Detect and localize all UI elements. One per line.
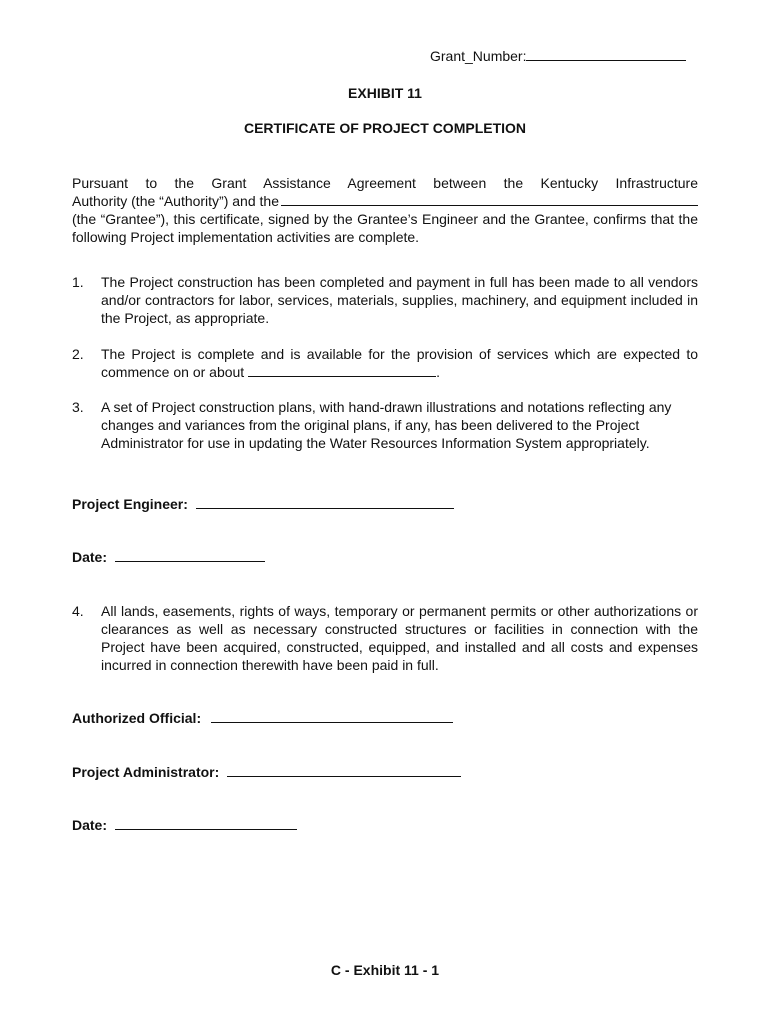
date-field-1	[72, 548, 265, 566]
item-text-after: .	[436, 364, 440, 380]
intro-line-2	[72, 192, 698, 210]
list-item	[72, 345, 698, 381]
item-text	[101, 345, 698, 381]
grant-number-label: Grant_Number:	[430, 48, 527, 64]
intro-line-1: Pursuant to the Grant Assistance Agreement between the Kentucky Infrastructure	[72, 175, 698, 191]
list-item	[72, 398, 698, 452]
grant-number-field	[430, 47, 686, 65]
grantee-name-blank[interactable]	[281, 192, 698, 206]
item-text: The Project construction has been completed and payment in full has been made to all vendors and/or contractors for labor, services, materials, supplies, machinery, and equipment included in the Project, as appropriate.	[101, 274, 698, 326]
exhibit-title: EXHIBIT 11	[348, 85, 422, 101]
intro-paragraph	[72, 174, 698, 246]
grant-number-blank[interactable]	[526, 47, 686, 61]
certificate-title: CERTIFICATE OF PROJECT COMPLETION	[243, 120, 527, 136]
date-blank-1[interactable]	[115, 548, 265, 562]
authorized-official-field	[72, 709, 453, 727]
authorized-official-label: Authorized Official:	[72, 710, 202, 726]
item-text-before: The Project is complete and is available for the provision of services which are expected to commence on or about	[101, 346, 698, 380]
item-text: All lands, easements, rights of ways, temporary or permanent permits or other authorizations or clearances as well as necessary constructed structures or facilities in connection with the Project have been acquired, constructed, equipped, and installed and all costs and expenses incurred in connection therewith have been paid in full.	[101, 603, 698, 673]
list-item	[72, 273, 698, 327]
item-number: 3.	[72, 399, 84, 415]
item-number: 2.	[72, 346, 84, 362]
project-engineer-field	[72, 495, 454, 513]
date-label-2: Date:	[72, 817, 108, 833]
project-engineer-label: Project Engineer:	[72, 496, 188, 512]
page-footer: C - Exhibit 11 - 1	[330, 962, 440, 978]
date-label-1: Date:	[72, 549, 108, 565]
project-administrator-field	[72, 763, 461, 781]
list-item	[72, 602, 698, 674]
project-administrator-blank[interactable]	[227, 763, 461, 777]
date-field-2	[72, 816, 297, 834]
intro-rest: (the “Grantee”), this certificate, signed by the Grantee’s Engineer and the Grantee, confirms that the following Project implementation activities are complete.	[72, 211, 698, 245]
authorized-official-blank[interactable]	[211, 709, 453, 723]
project-engineer-blank[interactable]	[196, 495, 454, 509]
commence-date-blank[interactable]	[248, 363, 436, 377]
project-administrator-label: Project Administrator:	[72, 764, 220, 780]
item-number: 1.	[72, 274, 84, 290]
item-number: 4.	[72, 603, 84, 619]
date-blank-2[interactable]	[115, 816, 297, 830]
item-text: A set of Project construction plans, with hand-drawn illustrations and notations reflecting any changes and variances from the original plans, if any, has been delivered to the Project Administrator for use in updating the Water Resources Information System appropriately.	[101, 399, 672, 451]
intro-authority-text: Authority (the “Authority”) and the	[72, 193, 279, 209]
